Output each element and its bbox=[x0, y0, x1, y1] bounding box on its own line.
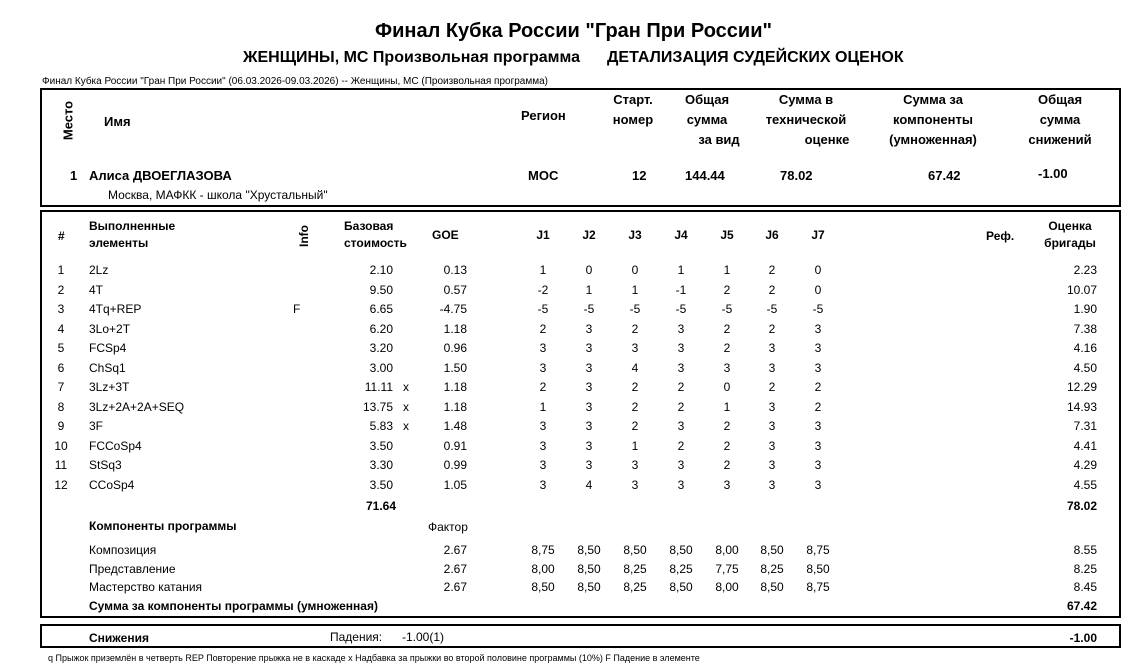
judge-header-2: J2 bbox=[582, 228, 596, 242]
element-name: 3Lo+2T bbox=[89, 321, 131, 336]
judge-score: 2 bbox=[768, 282, 776, 297]
falls-value: -1.00(1) bbox=[402, 630, 445, 644]
element-base: 6.65 bbox=[369, 302, 393, 316]
judge-score: 3 bbox=[585, 419, 593, 433]
element-number: 3 bbox=[57, 302, 65, 316]
element-score: 1.90 bbox=[1073, 302, 1097, 316]
judge-score: 3 bbox=[585, 341, 593, 355]
skater-pcs: 67.42 bbox=[928, 168, 961, 183]
judge-component-score: 8,75 bbox=[806, 580, 830, 594]
judge-score: 3 bbox=[814, 438, 822, 453]
judge-component-score: 8,50 bbox=[577, 543, 601, 557]
element-number: 6 bbox=[57, 360, 65, 375]
element-score: 4.16 bbox=[1073, 341, 1097, 355]
element-score: 4.41 bbox=[1073, 438, 1097, 453]
judge-score: 1 bbox=[677, 263, 685, 277]
judge-score: 2 bbox=[631, 321, 639, 336]
judge-header-6: J6 bbox=[765, 228, 779, 242]
element-base: 3.30 bbox=[369, 458, 393, 472]
judge-score: 0 bbox=[585, 263, 593, 277]
element-x-mark: x bbox=[403, 380, 409, 394]
element-score: 4.50 bbox=[1073, 360, 1097, 375]
element-name: ChSq1 bbox=[89, 360, 126, 375]
judge-score: 2 bbox=[723, 458, 731, 472]
elements-total-score: 78.02 bbox=[1066, 499, 1097, 513]
judge-score: 3 bbox=[677, 477, 685, 492]
element-score: 4.29 bbox=[1073, 458, 1097, 472]
judge-score: 3 bbox=[585, 458, 593, 472]
judge-score: 2 bbox=[768, 321, 776, 336]
judge-component-score: 8,25 bbox=[669, 561, 693, 576]
judge-header-1: J1 bbox=[536, 228, 550, 242]
judge-component-score: 8,50 bbox=[760, 543, 784, 557]
element-number: 1 bbox=[57, 263, 65, 277]
element-number: 8 bbox=[57, 399, 65, 414]
judge-score: 1 bbox=[539, 399, 547, 414]
judge-score: 2 bbox=[631, 419, 639, 433]
deductions-label: Снижения bbox=[89, 631, 149, 645]
judge-score: -1 bbox=[675, 282, 687, 297]
goe-header: GOE bbox=[432, 228, 459, 242]
element-goe: 0.13 bbox=[443, 263, 467, 277]
judge-score: 3 bbox=[814, 419, 822, 433]
element-base: 3.50 bbox=[369, 477, 393, 492]
judge-score: 3 bbox=[768, 438, 776, 453]
element-goe: 0.99 bbox=[443, 458, 467, 472]
judge-score: -2 bbox=[537, 282, 549, 297]
components-sum-value: 67.42 bbox=[1066, 599, 1097, 613]
judge-score: -5 bbox=[583, 302, 595, 316]
num-header: # bbox=[58, 229, 65, 243]
judge-score: 0 bbox=[631, 263, 639, 277]
page-title: Финал Кубка России "Гран При России" bbox=[375, 20, 772, 42]
element-base: 3.50 bbox=[369, 438, 393, 453]
judge-score: 3 bbox=[768, 341, 776, 355]
judge-score: -5 bbox=[537, 302, 549, 316]
judge-component-score: 8,00 bbox=[531, 561, 555, 576]
tes-header: Сумма в технической оценке bbox=[765, 92, 850, 147]
element-goe: 0.57 bbox=[443, 282, 467, 297]
element-name: FCSp4 bbox=[89, 341, 127, 355]
judge-component-score: 8,75 bbox=[806, 543, 830, 557]
judge-score: 2 bbox=[768, 263, 776, 277]
element-name: CCoSp4 bbox=[89, 477, 135, 492]
element-number: 12 bbox=[54, 477, 68, 492]
component-factor: 2.67 bbox=[443, 561, 467, 576]
category-title: ЖЕНЩИНЫ, МС Произвольная программа bbox=[243, 49, 581, 66]
judge-header-7: J7 bbox=[811, 228, 825, 242]
element-base: 5.83 bbox=[369, 419, 393, 433]
judge-score: 1 bbox=[723, 399, 731, 414]
element-goe: 0.91 bbox=[443, 438, 467, 453]
region-header: Регион bbox=[521, 108, 566, 123]
skater-start: 12 bbox=[632, 168, 647, 183]
element-score: 7.38 bbox=[1073, 321, 1097, 336]
judge-component-score: 8,50 bbox=[760, 580, 784, 594]
element-base: 3.00 bbox=[369, 360, 393, 375]
element-score: 12.29 bbox=[1066, 380, 1097, 394]
element-base: 11.11 bbox=[364, 380, 393, 394]
element-name: FCCoSp4 bbox=[89, 438, 142, 453]
factor-label: Фактор bbox=[428, 520, 468, 534]
judge-score: 3 bbox=[585, 360, 593, 375]
judge-score: 3 bbox=[814, 458, 822, 472]
score-header: Оценка бригады bbox=[1044, 219, 1096, 250]
element-score: 2.23 bbox=[1073, 263, 1097, 277]
judge-score: 3 bbox=[539, 360, 547, 375]
judge-score: 2 bbox=[539, 321, 547, 336]
judge-score: 1 bbox=[723, 263, 731, 277]
element-name: 4Tq+REP bbox=[89, 302, 142, 316]
judge-component-score: 8,50 bbox=[531, 580, 555, 594]
judge-score: 3 bbox=[814, 477, 822, 492]
judge-score: 3 bbox=[677, 419, 685, 433]
element-base: 2.10 bbox=[369, 263, 393, 277]
judge-score: 3 bbox=[585, 438, 593, 453]
judge-component-score: 8,25 bbox=[623, 561, 647, 576]
element-score: 14.93 bbox=[1066, 399, 1097, 414]
element-x-mark: x bbox=[403, 399, 409, 414]
judge-score: 3 bbox=[677, 321, 685, 336]
skater-club: Москва, МАФКК - школа "Хрустальный" bbox=[108, 188, 328, 202]
element-base: 9.50 bbox=[369, 282, 393, 297]
start-header: Старт. номер bbox=[612, 92, 654, 127]
judge-score: 2 bbox=[631, 380, 639, 394]
judge-score: 3 bbox=[768, 458, 776, 472]
judge-component-score: 8,00 bbox=[715, 580, 739, 594]
component-score: 8.25 bbox=[1073, 561, 1097, 576]
place-header: Место bbox=[60, 100, 76, 141]
judge-score: 3 bbox=[768, 477, 776, 492]
judge-component-score: 8,50 bbox=[669, 543, 693, 557]
judge-score: 2 bbox=[723, 282, 731, 297]
ded-header: Общая сумма снижений bbox=[1028, 92, 1092, 147]
judge-score: 2 bbox=[723, 419, 731, 433]
element-name: StSq3 bbox=[89, 458, 122, 472]
falls-label: Падения: bbox=[330, 630, 383, 644]
judge-header-4: J4 bbox=[674, 228, 688, 242]
skater-ded: -1.00 bbox=[1038, 166, 1068, 181]
judge-score: 1 bbox=[585, 282, 593, 297]
element-number: 2 bbox=[57, 282, 65, 297]
judge-score: 3 bbox=[677, 360, 685, 375]
judge-score: 2 bbox=[677, 438, 685, 453]
skater-name: Алиса ДВОЕГЛАЗОВА bbox=[89, 168, 232, 183]
element-number: 9 bbox=[57, 419, 65, 433]
element-base: 6.20 bbox=[369, 321, 393, 336]
element-score: 7.31 bbox=[1073, 419, 1097, 433]
judge-score: 3 bbox=[814, 360, 822, 375]
judge-score: 2 bbox=[814, 380, 822, 394]
judge-score: 3 bbox=[631, 477, 639, 492]
judge-score: 3 bbox=[539, 419, 547, 433]
element-goe: 1.18 bbox=[443, 321, 467, 336]
judge-score: 3 bbox=[585, 321, 593, 336]
judge-score: 0 bbox=[723, 380, 731, 394]
ref-header: Реф. bbox=[986, 229, 1015, 243]
skater-total: 144.44 bbox=[685, 168, 725, 183]
deductions-total: -1.00 bbox=[1069, 631, 1097, 645]
judge-header-3: J3 bbox=[628, 228, 642, 242]
judge-component-score: 8,25 bbox=[760, 561, 784, 576]
judge-score: 3 bbox=[768, 360, 776, 375]
judge-score: 1 bbox=[631, 438, 639, 453]
name-header: Имя bbox=[104, 114, 131, 129]
element-number: 4 bbox=[57, 321, 65, 336]
judge-score: 2 bbox=[539, 380, 547, 394]
judge-score: -5 bbox=[766, 302, 778, 316]
judge-score: 3 bbox=[585, 399, 593, 414]
judge-score: 2 bbox=[814, 399, 822, 414]
element-goe: 1.05 bbox=[443, 477, 467, 492]
pcs-header: Сумма за компоненты (умноженная) bbox=[889, 92, 977, 147]
element-number: 7 bbox=[57, 380, 65, 394]
report-title: ДЕТАЛИЗАЦИЯ СУДЕЙСКИХ ОЦЕНОК bbox=[607, 49, 904, 66]
components-sum-label: Сумма за компоненты программы (умноженная) bbox=[89, 599, 378, 613]
judge-score: 3 bbox=[814, 341, 822, 355]
element-goe: 1.18 bbox=[443, 380, 467, 394]
total-header: Общая сумма за вид bbox=[684, 92, 740, 147]
judge-score: 2 bbox=[723, 321, 731, 336]
element-name: 3Lz+2A+2A+SEQ bbox=[89, 399, 185, 414]
judge-score: 2 bbox=[677, 380, 685, 394]
element-score: 10.07 bbox=[1066, 282, 1097, 297]
element-goe: -4.75 bbox=[439, 302, 467, 316]
judge-score: 3 bbox=[677, 458, 685, 472]
element-base: 13.75 bbox=[362, 399, 393, 414]
judge-header-5: J5 bbox=[720, 228, 734, 242]
judge-score: 2 bbox=[768, 380, 776, 394]
judge-score: 3 bbox=[631, 458, 639, 472]
judge-score: 3 bbox=[631, 341, 639, 355]
element-x-mark: x bbox=[403, 419, 409, 433]
element-info: F bbox=[293, 302, 301, 316]
element-goe: 0.96 bbox=[443, 341, 467, 355]
judge-score: -5 bbox=[721, 302, 733, 316]
component-factor: 2.67 bbox=[443, 580, 467, 594]
judge-score: 4 bbox=[631, 360, 639, 375]
judge-score: 2 bbox=[677, 399, 685, 414]
component-factor: 2.67 bbox=[443, 543, 467, 557]
judge-component-score: 8,50 bbox=[806, 561, 830, 576]
judge-score: 3 bbox=[539, 438, 547, 453]
element-name: 2Lz bbox=[89, 263, 109, 277]
component-name: Представление bbox=[89, 561, 176, 576]
judge-component-score: 8,50 bbox=[623, 543, 647, 557]
judge-score: 3 bbox=[723, 477, 731, 492]
judge-component-score: 7,75 bbox=[715, 561, 739, 576]
judge-score: 3 bbox=[768, 419, 776, 433]
judge-score: 2 bbox=[723, 438, 731, 453]
elem-header: Выполненные элементы bbox=[89, 219, 176, 250]
component-name: Мастерство катания bbox=[89, 580, 203, 594]
judge-score: 4 bbox=[585, 477, 593, 492]
element-name: 4T bbox=[89, 282, 104, 297]
judge-component-score: 8,00 bbox=[715, 543, 739, 557]
judge-score: 3 bbox=[677, 341, 685, 355]
judge-component-score: 8,50 bbox=[577, 561, 601, 576]
element-name: 3F bbox=[89, 419, 104, 433]
base-header: Базовая стоимость bbox=[344, 219, 407, 250]
skater-place: 1 bbox=[70, 168, 78, 183]
judge-score: 0 bbox=[814, 263, 822, 277]
element-score: 4.55 bbox=[1073, 477, 1097, 492]
judge-score: 3 bbox=[585, 380, 593, 394]
judge-score: 2 bbox=[631, 399, 639, 414]
judge-score: 3 bbox=[539, 458, 547, 472]
judge-component-score: 8,25 bbox=[623, 580, 647, 594]
elements-total-base: 71.64 bbox=[365, 499, 396, 513]
judge-score: 1 bbox=[631, 282, 639, 297]
judge-score: 3 bbox=[723, 360, 731, 375]
element-goe: 1.48 bbox=[443, 419, 467, 433]
element-base: 3.20 bbox=[369, 341, 393, 355]
footnote: q Прыжок приземлён в четверть REP Повторение прыжка не в каскаде x Надбавка за прыжки во второй половине программы (10%) F Падение в элементе bbox=[48, 653, 700, 663]
element-name: 3Lz+3T bbox=[89, 380, 130, 394]
component-score: 8.55 bbox=[1073, 543, 1097, 557]
judge-component-score: 8,50 bbox=[577, 580, 601, 594]
element-goe: 1.50 bbox=[443, 360, 467, 375]
judge-score: 3 bbox=[768, 399, 776, 414]
event-line: Финал Кубка России "Гран При России" (06.03.2026-09.03.2026) -- Женщины, МС (Произвольная программа) bbox=[42, 76, 548, 87]
judge-score: -5 bbox=[812, 302, 824, 316]
judge-score: 1 bbox=[539, 263, 547, 277]
judge-score: 3 bbox=[539, 341, 547, 355]
judge-score: 3 bbox=[814, 321, 822, 336]
element-number: 11 bbox=[54, 458, 68, 472]
judge-score: -5 bbox=[675, 302, 687, 316]
deductions-box bbox=[40, 624, 1121, 648]
skater-region: МОС bbox=[528, 168, 559, 183]
components-title: Компоненты программы bbox=[89, 519, 237, 533]
component-name: Композиция bbox=[89, 543, 157, 557]
judge-score: -5 bbox=[629, 302, 641, 316]
judge-score: 2 bbox=[723, 341, 731, 355]
skater-tes: 78.02 bbox=[780, 168, 813, 183]
judge-component-score: 8,50 bbox=[669, 580, 693, 594]
judge-score: 0 bbox=[814, 282, 822, 297]
judge-component-score: 8,75 bbox=[531, 543, 555, 557]
info-header: Info bbox=[297, 225, 311, 247]
element-number: 10 bbox=[54, 438, 68, 453]
component-score: 8.45 bbox=[1073, 580, 1097, 594]
element-goe: 1.18 bbox=[443, 399, 467, 414]
element-number: 5 bbox=[57, 341, 65, 355]
judge-score: 3 bbox=[539, 477, 547, 492]
